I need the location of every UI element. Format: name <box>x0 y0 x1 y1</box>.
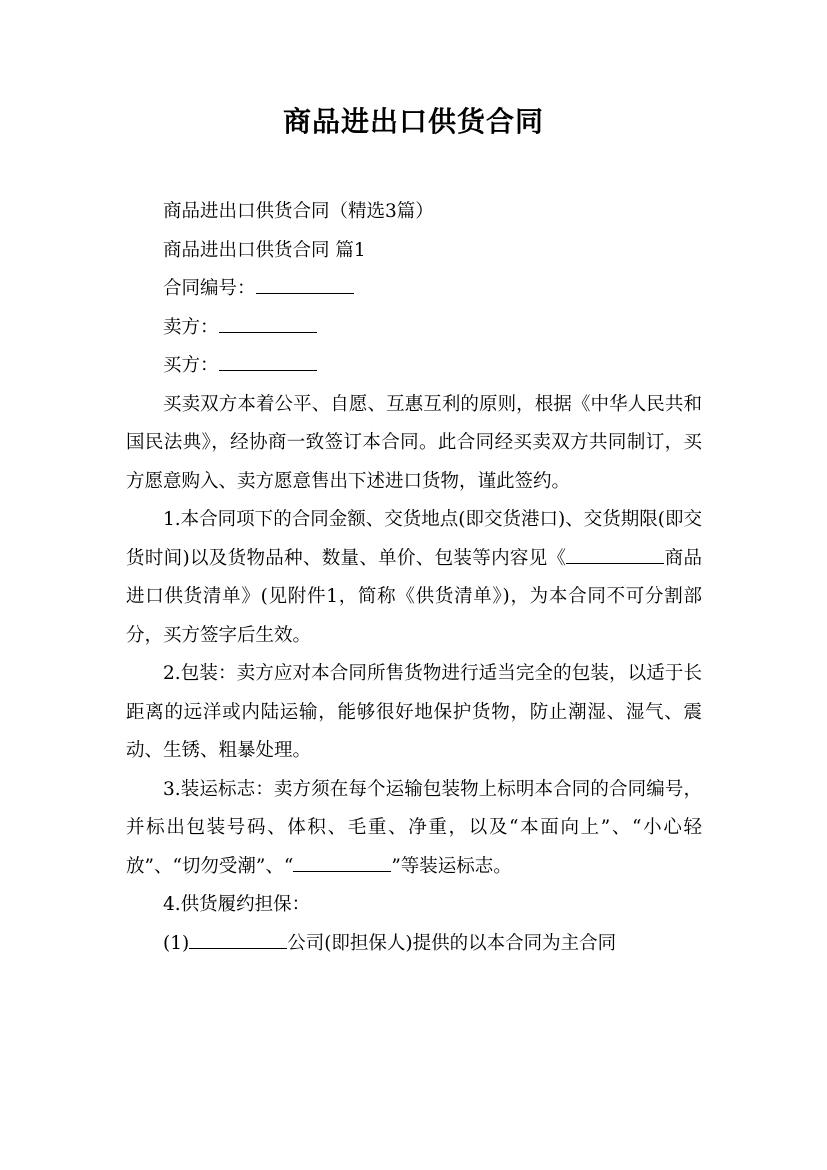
guarantor-blank <box>189 928 287 948</box>
shipping-mark-blank <box>293 851 391 871</box>
clause-4-1-text-a: (1) <box>163 932 190 954</box>
clause-1-text-b: 商品进口供货清单》(见附件1，简称《供货清单》)，为本合同不可分割部分，买方签字后生效。 <box>126 547 702 646</box>
buyer-label: 买方： <box>163 355 219 376</box>
clause-1 <box>126 501 702 655</box>
clause-4-1-text-b: 公司(即担保人)提供的以本合同为主合同 <box>287 932 617 954</box>
contract-number-label: 合同编号： <box>163 278 256 299</box>
subtitle-line <box>126 193 702 232</box>
clause-2: 2.包装：卖方应对本合同所售货物进行适当完全的包装，以适于长距离的远洋或内陆运输，能够很好地保护货物，防止潮湿、湿气、震动、生锈、粗暴处理。 <box>126 663 702 761</box>
seller-label: 卖方： <box>163 316 219 338</box>
clause-1-text-a: 1.本合同项下的合同金额、交货地点(即交货港口)、交货期限(即交货时间)以及货物品种、数量、单价、包装等内容见《 <box>126 509 702 569</box>
clause-4: 4.供货履约担保： <box>163 894 311 915</box>
seller-blank <box>219 312 317 332</box>
clause-3-text-a: 3.装运标志：卖方须在每个运输包装物上标明本合同的合同编号，并标出包装号码、体积、毛重、净重，以及“本面向上”、“小心轻放”、“切勿受潮”、“ <box>126 778 702 877</box>
contract-number-line <box>126 270 702 309</box>
document-body <box>126 193 702 963</box>
clause-3 <box>126 771 702 887</box>
section-heading <box>126 232 702 271</box>
clause-4-1 <box>126 925 702 964</box>
buyer-blank <box>219 351 317 371</box>
section-heading-text: 商品进出口供货合同 篇1 <box>163 239 366 261</box>
contract-number-blank <box>256 274 354 294</box>
buyer-line <box>126 347 702 386</box>
subtitle-text: 商品进出口供货合同（精选3篇） <box>163 201 434 222</box>
intro-paragraph: 买卖双方本着公平、自愿、互惠互利的原则，根据《中华人民共和国民法典》，经协商一致签订本合同。此合同经买卖双方共同制订，买方愿意购入、卖方愿意售出下述进口货物，谨此签约。 <box>126 393 702 492</box>
document-title: 商品进出口供货合同 <box>282 105 544 138</box>
clause-3-text-b: ”等装运标志。 <box>391 855 512 877</box>
seller-line <box>126 309 702 348</box>
supply-list-blank <box>566 543 664 563</box>
